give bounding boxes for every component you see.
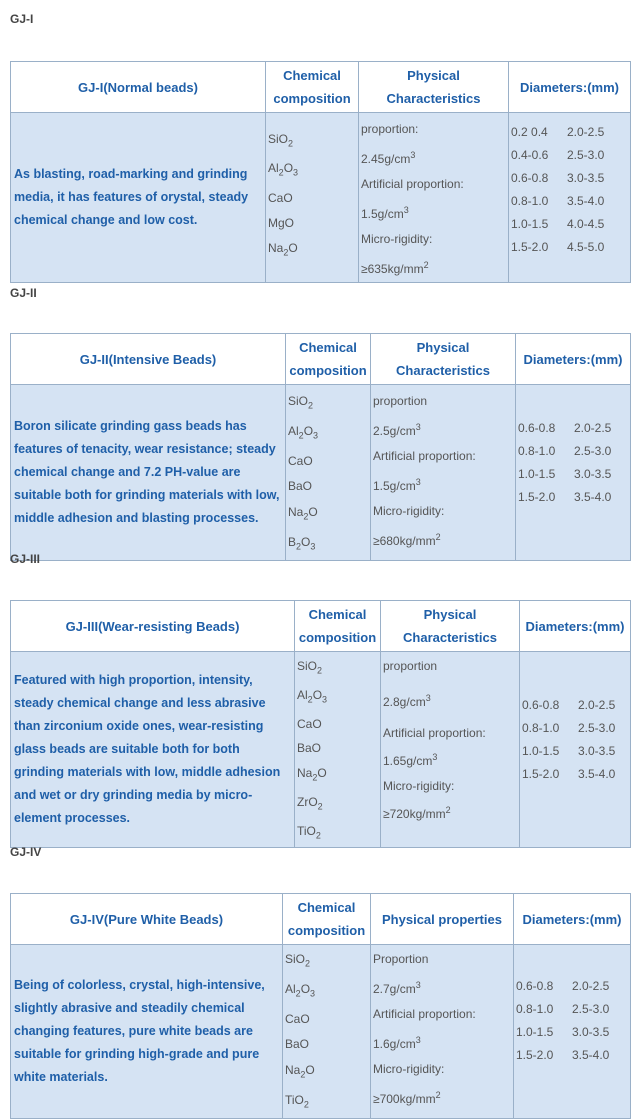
chem-item: CaO bbox=[288, 453, 313, 468]
phys-item: proportion bbox=[383, 659, 438, 673]
section-label: GJ-IV bbox=[10, 845, 42, 859]
phys-cell bbox=[381, 652, 520, 848]
spec-table-gj1 bbox=[10, 61, 631, 283]
diam-row: 0.6-0.8 3.0-3.5 bbox=[511, 171, 605, 185]
chem-item: BaO bbox=[288, 479, 313, 494]
chem-item: SiO$_2$ bbox=[285, 952, 311, 969]
spec-table-gj4 bbox=[10, 893, 631, 1119]
phys-item: $1.6g/cm^3$ bbox=[373, 1034, 421, 1051]
diam-row: 1.5-2.0 3.5-4.0 bbox=[518, 490, 612, 504]
chem-cell bbox=[295, 652, 381, 848]
diam-row: 1.5-2.0 3.5-4.0 bbox=[516, 1048, 610, 1062]
description: Boron silicate grinding gass beads has features of tenacity, wear resistance; steady chemical change and 7.2 PH-value are suitable both for grinding materials with low, middle adhesion and blasting processes. bbox=[11, 385, 286, 561]
diam-row: 1.0-1.5 3.0-3.5 bbox=[518, 467, 612, 481]
section-label: GJ-III bbox=[10, 552, 41, 566]
chem-cell bbox=[286, 385, 371, 561]
chem-item: SiO$_2$ bbox=[288, 394, 314, 411]
chem-item: $Al_2O_3$ bbox=[297, 687, 328, 705]
phys-item: $\ge 720kg/mm^2$ bbox=[383, 805, 451, 821]
header-name: GJ-I(Normal beads) bbox=[11, 62, 266, 113]
diam-row: 1.5-2.0 3.5-4.0 bbox=[522, 767, 616, 781]
phys-cell bbox=[371, 385, 516, 561]
diam-row: 1.0-1.5 4.0-4.5 bbox=[511, 217, 605, 231]
header-chem: Chemical composition bbox=[286, 334, 371, 385]
phys-cell bbox=[371, 945, 514, 1119]
chem-item: $Al_2O_3$ bbox=[288, 423, 319, 441]
diam-row: 1.5-2.0 4.5-5.0 bbox=[511, 240, 605, 254]
section-label: GJ-I bbox=[10, 12, 34, 26]
phys-item: $1.5g/cm^3$ bbox=[361, 204, 409, 221]
spec-table-gj2 bbox=[10, 333, 631, 561]
chem-item: ZrO$_2$ bbox=[297, 794, 323, 812]
chem-cell bbox=[266, 113, 359, 283]
phys-item: $\ge 700kg/mm^2$ bbox=[373, 1089, 441, 1106]
diam-row: 0.8-1.0 2.5-3.0 bbox=[522, 721, 616, 735]
diam-row: 0.6-0.8 2.0-2.5 bbox=[516, 979, 610, 993]
phys-item: Micro-rigidity: bbox=[373, 1062, 445, 1076]
phys-item: Micro-rigidity: bbox=[373, 504, 445, 518]
header-name: GJ-IV(Pure White Beads) bbox=[11, 894, 283, 945]
header-diam: Diameters:(mm) bbox=[520, 601, 631, 652]
chem-item: $Na_2O$ bbox=[285, 1062, 315, 1080]
chem-item: CaO bbox=[268, 190, 293, 205]
chem-item: $Na_2O$ bbox=[297, 765, 327, 783]
diam-row: 0.4-0.6 2.5-3.0 bbox=[511, 148, 605, 162]
chem-item: TiO$_2$ bbox=[297, 823, 321, 840]
diam-cell bbox=[509, 113, 631, 283]
chem-item: CaO bbox=[285, 1011, 310, 1026]
diam-row: 0.6-0.8 2.0-2.5 bbox=[522, 698, 616, 712]
chem-item: $Al_2O_3$ bbox=[268, 161, 299, 178]
diam-row: 0.8-1.0 3.5-4.0 bbox=[511, 194, 605, 208]
description: As blasting, road-marking and grinding media, it has features of orystal, steady chemical change and low cost. bbox=[11, 113, 266, 283]
phys-item: $2.45g/cm^3$ bbox=[361, 149, 416, 166]
chem-item: CaO bbox=[297, 716, 322, 731]
phys-item: Artificial proportion: bbox=[361, 177, 464, 191]
phys-item: Micro-rigidity: bbox=[361, 232, 433, 246]
diam-cell bbox=[516, 385, 631, 561]
phys-item: $2.5g/cm^3$ bbox=[373, 421, 421, 438]
phys-item: proportion bbox=[373, 394, 428, 408]
chem-item: SiO$_2$ bbox=[268, 132, 294, 149]
chem-item: $Al_2O_3$ bbox=[285, 981, 316, 999]
phys-cell bbox=[359, 113, 509, 283]
description: Being of colorless, crystal, high-intensive, slightly abrasive and steadily chemical changing features, pure white beads are suitable for grinding high-grade and pure white materials. bbox=[11, 945, 283, 1119]
header-phys: Physical Characteristics bbox=[371, 334, 516, 385]
header-phys: Physical properties bbox=[371, 894, 514, 945]
spec-table-gj3 bbox=[10, 600, 631, 848]
phys-item: Proportion bbox=[373, 952, 429, 966]
diam-cell bbox=[514, 945, 631, 1119]
chem-item: BaO bbox=[297, 741, 322, 756]
diam-row: 1.0-1.5 3.0-3.5 bbox=[516, 1025, 610, 1039]
header-diam: Diameters:(mm) bbox=[514, 894, 631, 945]
header-name: GJ-III(Wear-resisting Beads) bbox=[11, 601, 295, 652]
chem-item: SiO$_2$ bbox=[297, 659, 323, 676]
chem-item: $B_2O_3$ bbox=[288, 534, 316, 552]
header-name: GJ-II(Intensive Beads) bbox=[11, 334, 286, 385]
phys-item: $\ge 680kg/mm^2$ bbox=[373, 531, 441, 548]
diam-cell bbox=[520, 652, 631, 848]
chem-cell bbox=[283, 945, 371, 1119]
header-phys: Physical Characteristics bbox=[381, 601, 520, 652]
chem-item: TiO$_2$ bbox=[285, 1092, 309, 1110]
diam-row: 0.6-0.8 2.0-2.5 bbox=[518, 421, 612, 435]
chem-item: MgO bbox=[268, 215, 295, 230]
phys-item: $1.65g/cm^3$ bbox=[383, 752, 438, 768]
phys-item: $2.8g/cm^3$ bbox=[383, 692, 431, 709]
diam-row: 0.8-1.0 2.5-3.0 bbox=[518, 444, 612, 458]
diam-row: 0.2 0.4 2.0-2.5 bbox=[511, 125, 605, 139]
header-chem: Chemical composition bbox=[295, 601, 381, 652]
header-chem: Chemical composition bbox=[283, 894, 371, 945]
phys-item: $1.5g/cm^3$ bbox=[373, 476, 421, 493]
phys-item: Artificial proportion: bbox=[373, 1007, 476, 1021]
diam-row: 1.0-1.5 3.0-3.5 bbox=[522, 744, 616, 758]
chem-item: $Na_2O$ bbox=[288, 504, 318, 522]
header-diam: Diameters:(mm) bbox=[509, 62, 631, 113]
phys-item: Micro-rigidity: bbox=[383, 778, 455, 793]
header-phys: Physical Characteristics bbox=[359, 62, 509, 113]
description: Featured with high proportion, intensity, steady chemical change and less abrasive than zirconium oxide ones, wear-resisting glass beads are suitable both for both grinding materials with low, middle adhesion and wet or dry grinding media by micro-element processes. bbox=[11, 652, 295, 848]
phys-item: $2.7g/cm^3$ bbox=[373, 979, 421, 996]
chem-item: BaO bbox=[285, 1037, 310, 1052]
section-label: GJ-II bbox=[10, 286, 37, 300]
chem-item: $Na_2O$ bbox=[268, 240, 298, 258]
phys-item: $\ge 635kg/mm^2$ bbox=[361, 259, 429, 276]
header-diam: Diameters:(mm) bbox=[516, 334, 631, 385]
phys-item: Artificial proportion: bbox=[373, 449, 476, 463]
phys-item: Artificial proportion: bbox=[383, 725, 486, 740]
header-chem: Chemical composition bbox=[266, 62, 359, 113]
phys-item: proportion: bbox=[361, 122, 419, 136]
diam-row: 0.8-1.0 2.5-3.0 bbox=[516, 1002, 610, 1016]
